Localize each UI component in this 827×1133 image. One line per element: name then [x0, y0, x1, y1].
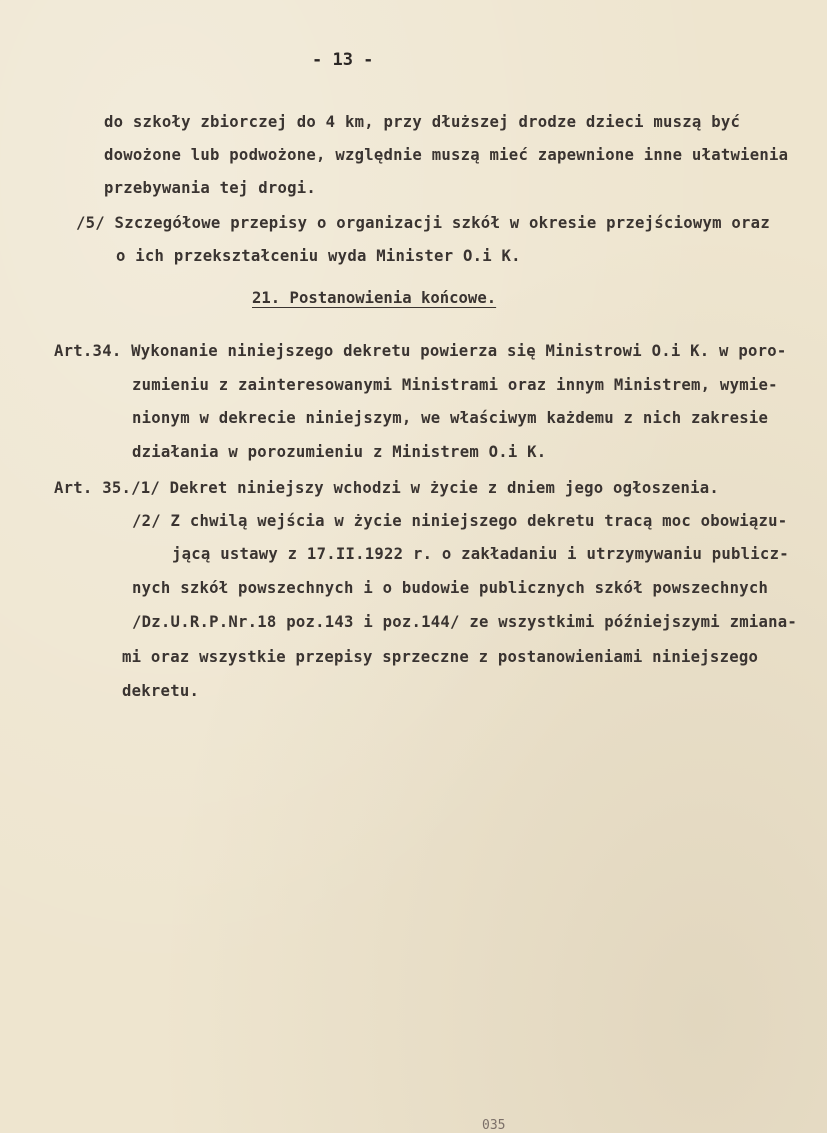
text-line-16: dekretu.	[122, 682, 200, 700]
text-line-7: zumieniu z zainteresowanymi Ministrami oraz innym Ministrem, wymie-	[132, 376, 778, 394]
text-line-10: Art. 35./1/ Dekret niniejszy wchodzi w życie z dniem jego ogłoszenia.	[54, 479, 720, 497]
text-line-1: do szkoły zbiorczej do 4 km, przy dłuższej drodze dzieci muszą być	[104, 113, 741, 131]
text-line-9: działania w porozumieniu z Ministrem O.i K.	[132, 443, 547, 461]
page-number: - 13 -	[312, 50, 374, 70]
text-line-13: nych szkół powszechnych i o budowie publicznych szkół powszechnych	[132, 579, 769, 597]
text-line-5: o ich przekształceniu wyda Minister O.i K.	[116, 247, 521, 265]
text-line-11: /2/ Z chwilą wejścia w życie niniejszego dekretu tracą moc obowiązu-	[132, 512, 788, 530]
text-line-14: /Dz.U.R.P.Nr.18 poz.143 i poz.144/ ze wszystkimi późniejszymi zmiana-	[132, 613, 798, 631]
text-line-4: /5/ Szczegółowe przepisy o organizacji szkół w okresie przejściowym oraz	[76, 214, 770, 232]
text-line-6: Art.34. Wykonanie niniejszego dekretu powierza się Ministrowi O.i K. w poro-	[54, 342, 787, 360]
text-line-2: dowożone lub podwożone, względnie muszą mieć zapewnione inne ułatwienia	[104, 146, 789, 164]
text-line-15: mi oraz wszystkie przepisy sprzeczne z postanowieniami niniejszego	[122, 648, 759, 666]
footer-mark: 035	[482, 1118, 506, 1133]
text-line-12: jącą ustawy z 17.II.1922 r. o zakładaniu i utrzymywaniu publicz-	[172, 545, 789, 563]
text-line-3: przebywania tej drogi.	[104, 179, 317, 197]
section-heading: 21. Postanowienia końcowe.	[252, 289, 497, 307]
text-line-8: nionym w dekrecie niniejszym, we właściwym każdemu z nich zakresie	[132, 409, 769, 427]
